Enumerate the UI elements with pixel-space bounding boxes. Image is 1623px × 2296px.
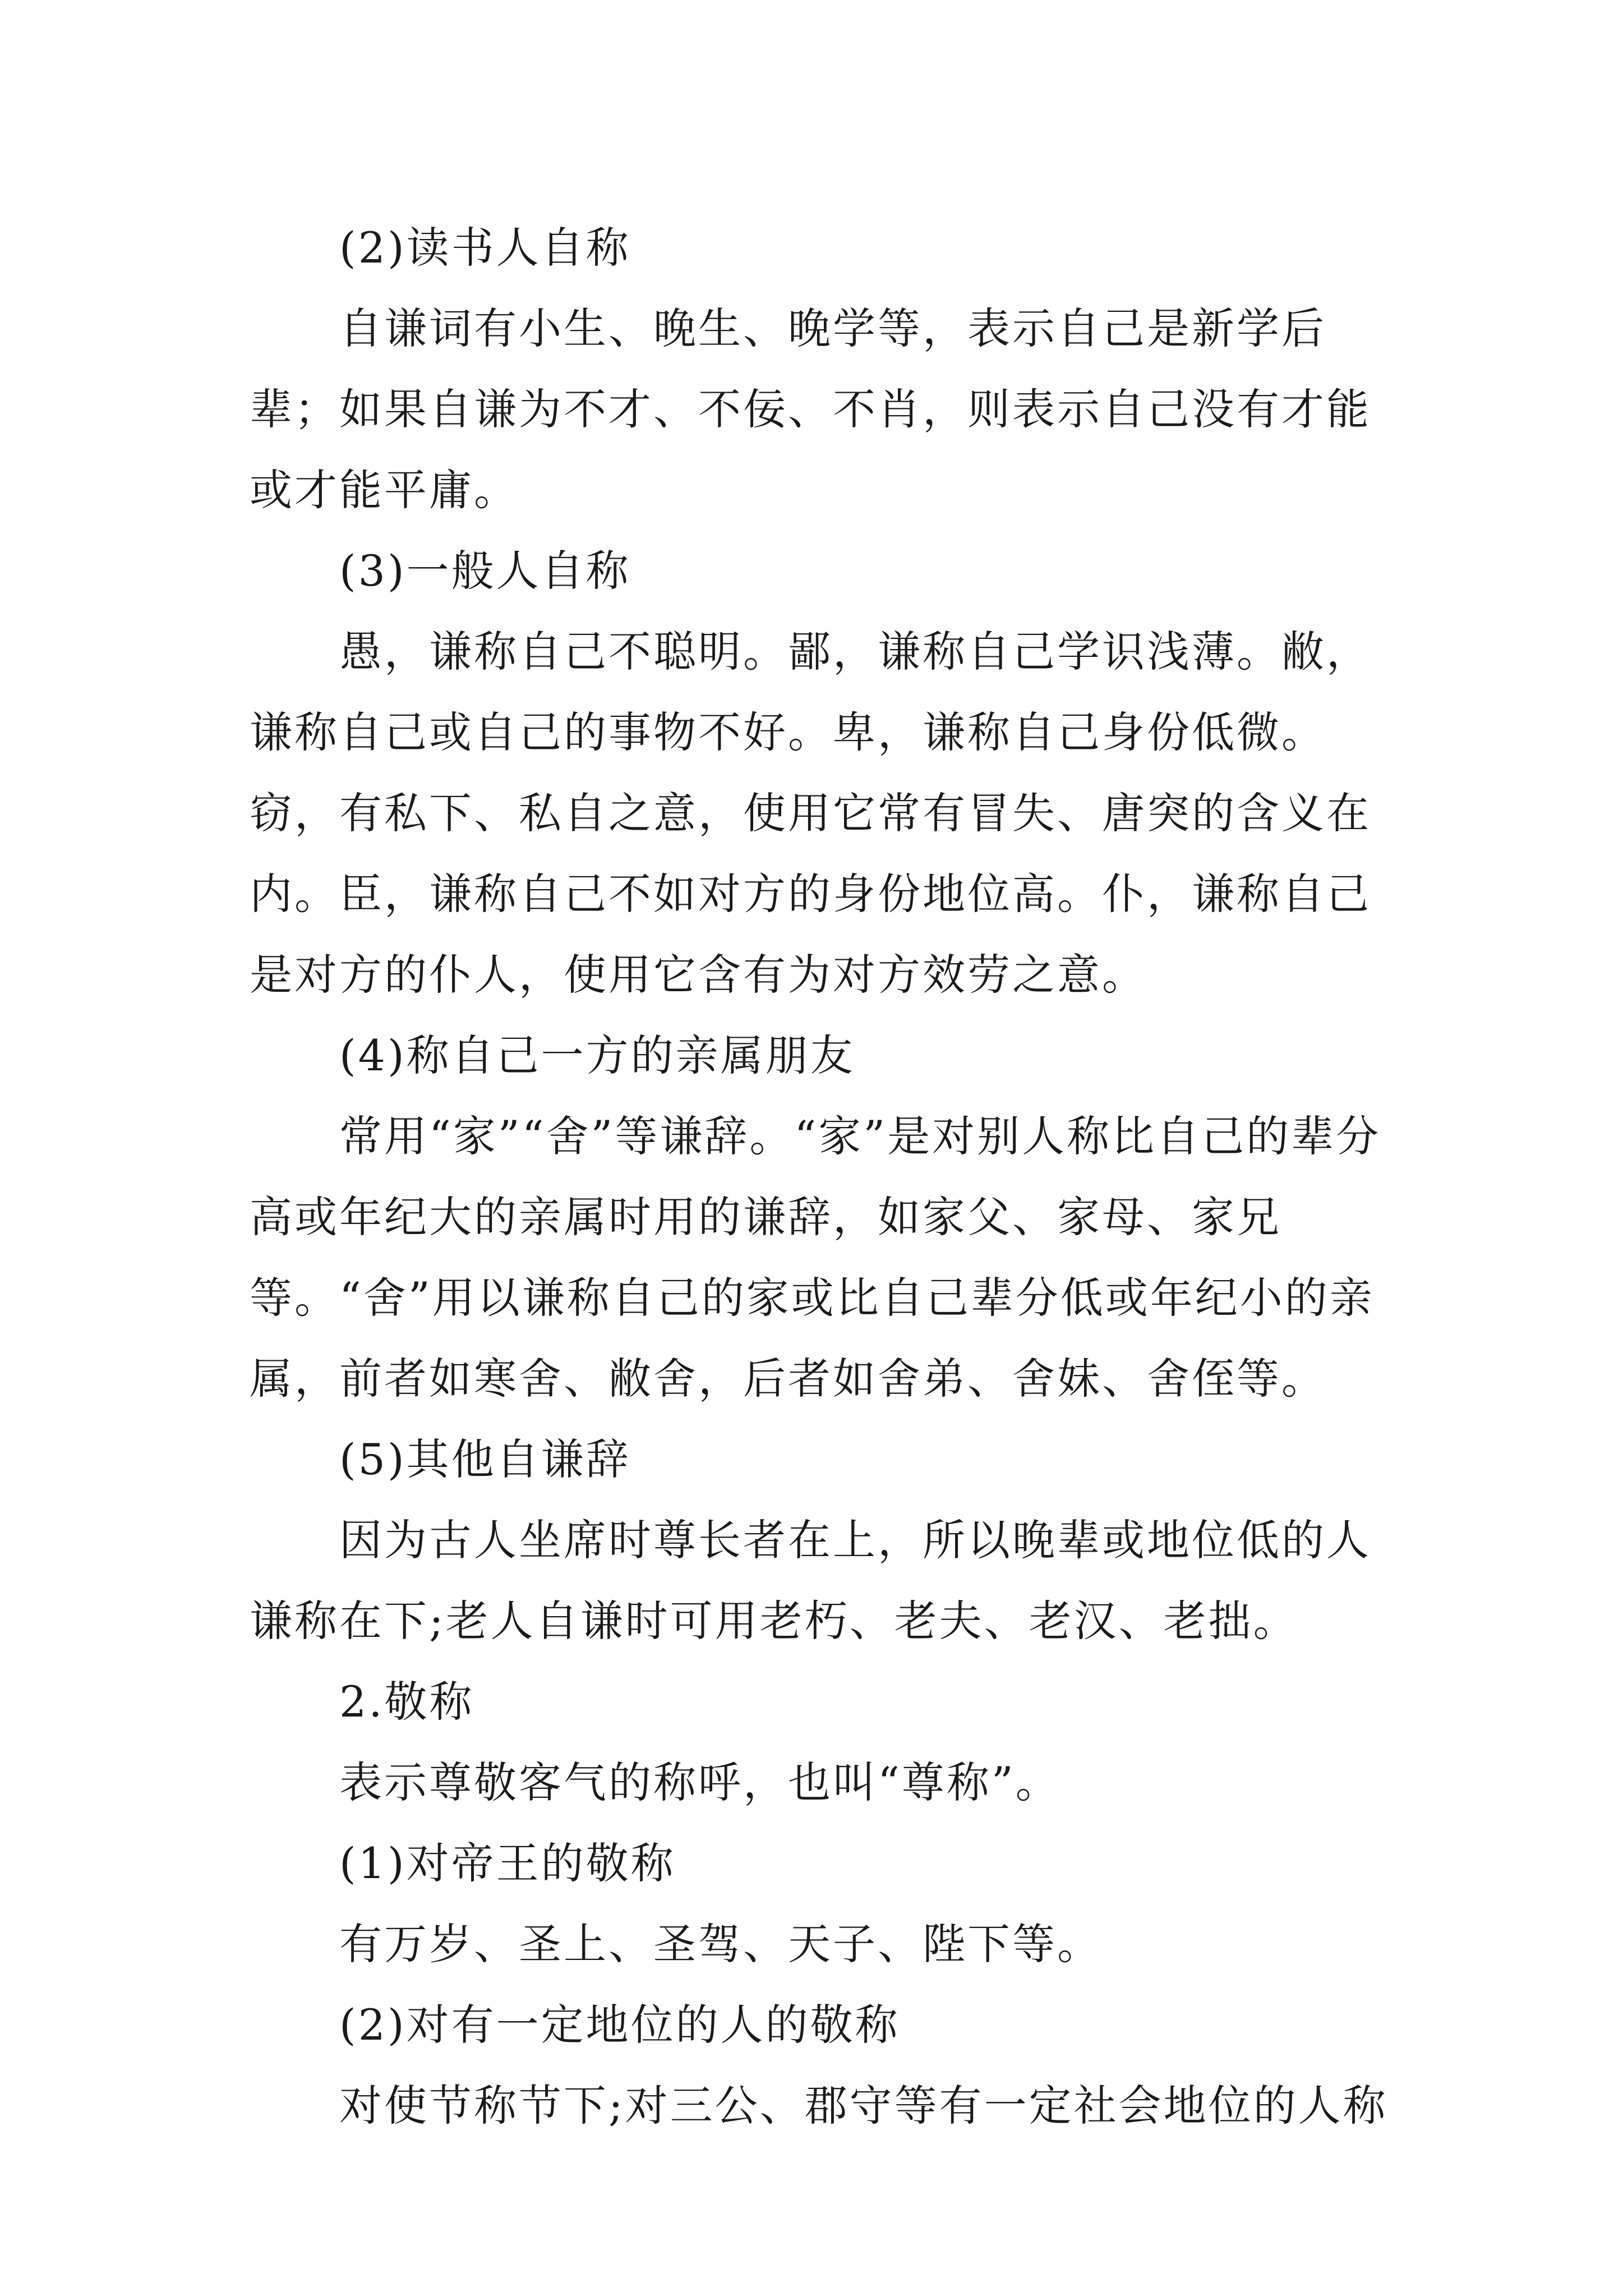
section-heading: 2.敬称 [339, 1677, 474, 1727]
document-body [250, 208, 1394, 2146]
paragraph: 对使节称节下;对三公、郡守等有一定社会地位的人称 [339, 2081, 1388, 2131]
section-heading: (5)其他自谦辞 [339, 1434, 631, 1484]
section-heading: (4)称自己一方的亲属朋友 [339, 1030, 855, 1080]
paragraph: 愚，谦称自己不聪明。鄙，谦称自己学识浅薄。敝，谦称自己或自己的事物不好。卑，谦称自己身份低微。窃，有私下、私自之意，使用它常有冒失、唐突的含义在内。臣，谦称自己不如对方的身份地位高。仆，谦称自己是对方的仆人，使用它含有为对方效劳之意。 [250, 627, 1371, 1000]
section-heading: (2)读书人自称 [339, 223, 631, 273]
paragraph: 表示尊敬客气的称呼，也叫“尊称”。 [339, 1757, 1061, 1807]
paragraph: 常用“家”“舍”等谦辞。“家”是对别人称比自己的辈分高或年纪大的亲属时用的谦辞，如家父、家母、家兄等。“舍”用以谦称自己的家或比自己辈分低或年纪小的亲属，前者如寒舍、敝舍，后者如舍弟、舍妹、舍侄等。 [250, 1111, 1381, 1404]
paragraph: 自谦词有小生、晚生、晚学等，表示自己是新学后辈；如果自谦为不才、不佞、不肖，则表示自己没有才能或才能平庸。 [250, 303, 1371, 515]
section-heading: (1)对帝王的敬称 [339, 1838, 676, 1888]
paragraph: 有万岁、圣上、圣驾、天子、陛下等。 [339, 1919, 1102, 1969]
paragraph: 因为古人坐席时尊长者在上，所以晚辈或地位低的人谦称在下;老人自谦时可用老朽、老夫、老汉、老拙。 [250, 1515, 1371, 1646]
section-heading: (3)一般人自称 [339, 546, 631, 596]
section-heading: (2)对有一定地位的人的敬称 [339, 2000, 900, 2050]
